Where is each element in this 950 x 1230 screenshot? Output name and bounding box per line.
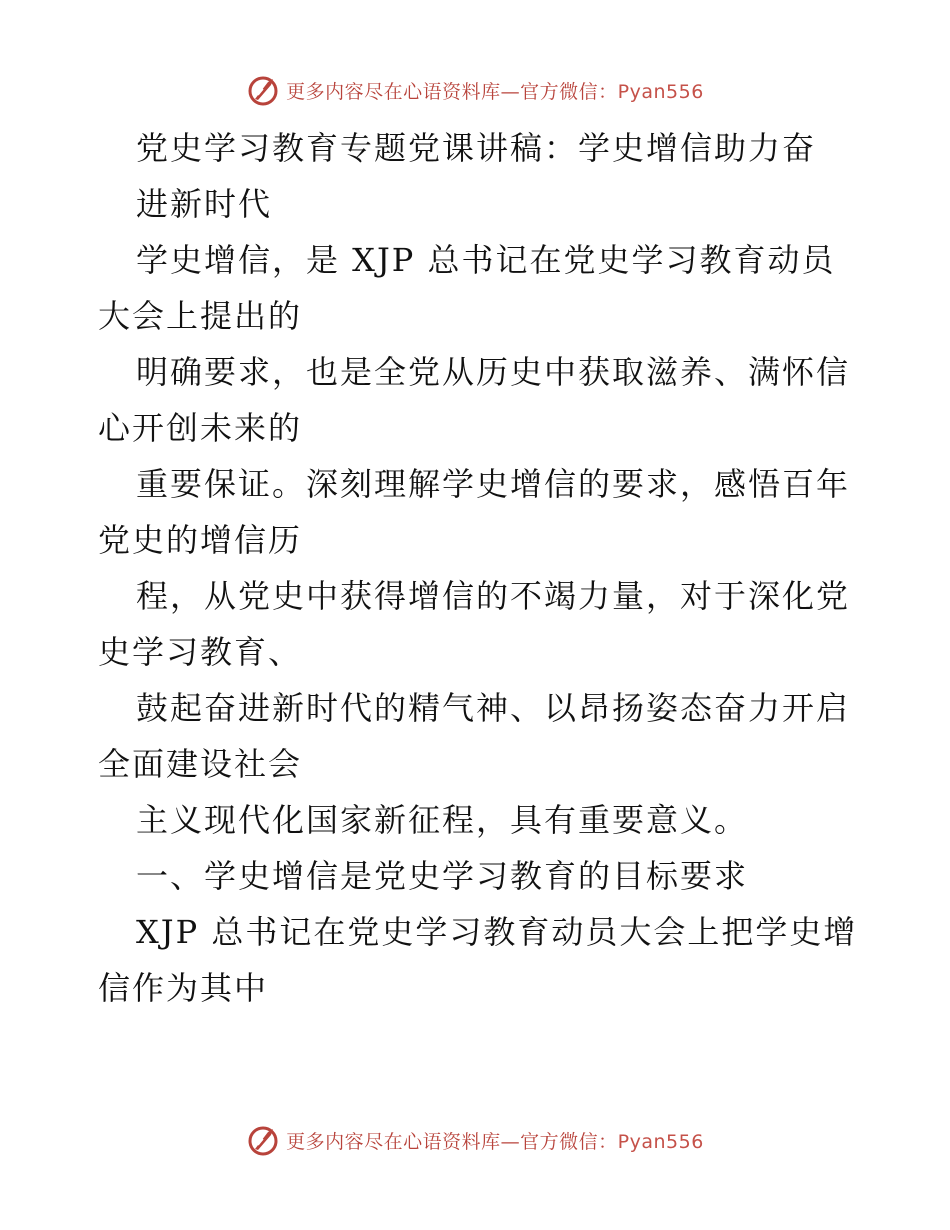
footer-watermark-banner — [0, 1120, 950, 1160]
banner-wechat-id: Pyan556 — [617, 1130, 704, 1153]
paragraph-line: 史学习教育、 — [98, 633, 303, 671]
paragraph-line: 大会上提出的 — [98, 297, 303, 335]
paragraph-line: 主义现代化国家新征程，具有重要意义。 — [136, 801, 749, 839]
paragraph-line: 党史的增信历 — [98, 521, 303, 559]
banner-text: 更多内容尽在心语资料库—官方微信：Pyan556 — [286, 80, 704, 103]
paragraph-line: 心开创未来的 — [98, 409, 303, 447]
paragraph-line: 信作为其中 — [98, 969, 269, 1007]
header-watermark-banner — [0, 70, 950, 110]
paragraph-line: 程，从党史中获得增信的不竭力量，对于深化党 — [136, 577, 851, 615]
doc-title-line: 进新时代 — [136, 185, 273, 223]
paragraph-line: XJP 总书记在党史学习教育动员大会上把学史增 — [136, 913, 858, 951]
banner-text: 更多内容尽在心语资料库—官方微信：Pyan556 — [286, 1130, 704, 1153]
paragraph-line: 学史增信，是 XJP 总书记在党史学习教育动员 — [136, 241, 836, 279]
paragraph-line: 重要保证。深刻理解学史增信的要求，感悟百年 — [136, 465, 851, 503]
paragraph-line: 明确要求，也是全党从历史中获取滋养、满怀信 — [136, 353, 851, 391]
paragraph-line: 全面建设社会 — [98, 745, 303, 783]
doc-title-line: 党史学习教育专题党课讲稿：学史增信助力奋 — [136, 129, 817, 167]
quill-logo-icon — [246, 73, 280, 107]
quill-logo-icon — [246, 1123, 280, 1157]
paragraph-line: 鼓起奋进新时代的精气神、以昂扬姿态奋力开启 — [136, 689, 851, 727]
banner-wechat-id: Pyan556 — [617, 80, 704, 103]
section-heading: 一、学史增信是党史学习教育的目标要求 — [136, 857, 749, 895]
document-body — [98, 120, 858, 1016]
